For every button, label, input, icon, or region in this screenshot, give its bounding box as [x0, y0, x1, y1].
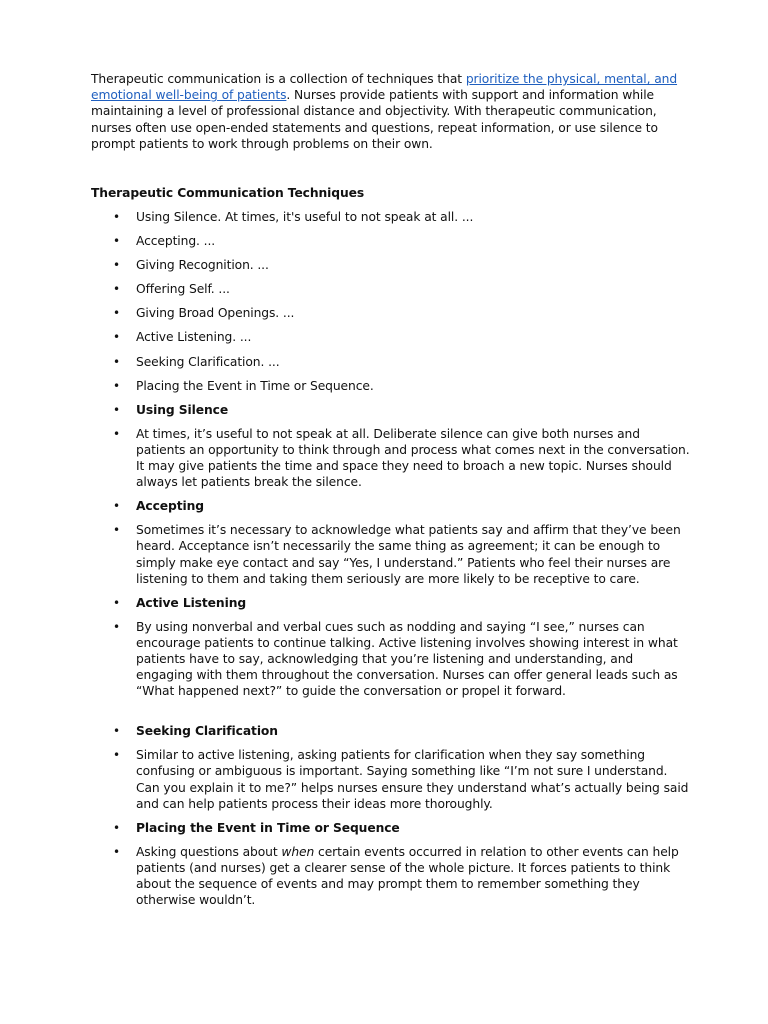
subheading-text: Active Listening: [136, 595, 247, 610]
subheading-text: Using Silence: [136, 402, 229, 417]
subheading-item: [91, 498, 691, 514]
bullet-icon: •: [113, 330, 120, 345]
bullet-icon: •: [113, 426, 120, 441]
bullet-icon: •: [113, 619, 120, 634]
list-item: [91, 305, 691, 321]
bullet-icon: •: [113, 354, 120, 369]
list-item: [91, 233, 691, 249]
bullet-icon: •: [113, 748, 120, 763]
list-item-text: Offering Self. ...: [136, 282, 230, 297]
emphasis-text: when: [281, 844, 315, 859]
list-item: [91, 522, 691, 586]
text-start: Asking questions about: [136, 844, 282, 859]
list-item: [91, 257, 691, 273]
bullet-icon: •: [113, 499, 120, 514]
bullet-icon: •: [113, 820, 120, 835]
bullet-icon: •: [113, 523, 120, 538]
subheading-item: [91, 595, 691, 611]
list-item-text: [136, 845, 679, 907]
bullet-icon: •: [113, 595, 120, 610]
bullet-icon: •: [113, 210, 120, 224]
subheading-item: [91, 402, 691, 418]
bullet-icon: •: [113, 402, 120, 417]
list-item: [91, 747, 691, 811]
subheading-text: Accepting: [136, 499, 204, 514]
subheading-item: [91, 820, 691, 836]
list-item: [91, 619, 691, 699]
subheading-text: Seeking Clarification: [136, 724, 278, 739]
bullet-icon: •: [113, 306, 120, 321]
list-item-text: At times, it’s useful to not speak at all. Deliberate silence can give both nurses and patients an opportunity to think through and process what comes next in the conversation. It may give patients the time and space they need to broach a new topic. Nurses should always let patients break the silence.: [136, 426, 690, 490]
list-item-text: By using nonverbal and verbal cues such as nodding and saying “I see,” nurses can encourage patients to continue talking. Active listening involves showing interest in what patients have to say, acknowledging that you’re listening and understanding, and engaging with them throughout the conversation. Nurses can offer general leads such as “What happened next?” to guide the conversation or propel it forward.: [136, 619, 678, 699]
list-item-text: Sometimes it’s necessary to acknowledge what patients say and affirm that they’ve been heard. Acceptance isn’t necessarily the same thing as agreement; it can be enough to simply make eye contact and say “Yes, I understand.” Patients who feel their nurses are listening to them and taking them seriously are more likely to be receptive to care.: [136, 523, 681, 586]
bullet-icon: •: [113, 378, 120, 393]
list-item-text: Accepting. ...: [136, 234, 216, 249]
list-item-text: Giving Broad Openings. ...: [136, 306, 295, 321]
list-item: [91, 354, 691, 370]
list-item-text: Seeking Clarification. ...: [136, 354, 280, 369]
list-item: [91, 329, 691, 345]
intro-paragraph: [91, 71, 691, 152]
subheading-item: [91, 723, 691, 739]
list-item: [91, 209, 691, 225]
intro-text-end: . Nurses provide patients with support and information while maintaining a level of professional distance and objectivity. With therapeutic communication, nurses often use open-ended statements and questions, repeat information, or use silence to prompt patients to work through problems on their own.: [91, 88, 658, 151]
section-heading: Therapeutic Communication Techniques: [91, 186, 365, 200]
list-item-text: Placing the Event in Time or Sequence.: [136, 378, 374, 393]
list-item: [91, 426, 691, 490]
bullet-icon: •: [113, 844, 120, 859]
techniques-list: [91, 209, 691, 916]
list-item: [91, 844, 691, 908]
list-item-text: Active Listening. ...: [136, 330, 252, 345]
bullet-icon: •: [113, 282, 120, 297]
bullet-icon: •: [113, 234, 120, 249]
bullet-icon: •: [113, 724, 120, 739]
list-item: [91, 378, 691, 394]
list-item-text: Giving Recognition. ...: [136, 258, 269, 273]
list-item-text: Using Silence. At times, it's useful to not speak at all. ...: [136, 210, 474, 224]
subheading-text: Placing the Event in Time or Sequence: [136, 820, 400, 835]
intro-text-start: Therapeutic communication is a collection of techniques that: [91, 72, 466, 86]
list-item-text: Similar to active listening, asking patients for clarification when they say something confusing or ambiguous is important. Saying something like “I’m not sure I understand. Can you explain it to me?” helps nurses ensure they understand what’s actually being said and can help patients process their ideas more thoroughly.: [136, 748, 689, 811]
bullet-icon: •: [113, 258, 120, 273]
intro-link[interactable]: prioritize the physical, mental, and emotional well-being of patients: [91, 72, 678, 103]
text-end: certain events occurred in relation to other events can help patients (and nurses) get a clearer sense of the whole picture. It forces patients to think about the sequence of events and may prompt them to remember something they otherwise wouldn’t.: [136, 844, 679, 908]
list-item: [91, 281, 691, 297]
